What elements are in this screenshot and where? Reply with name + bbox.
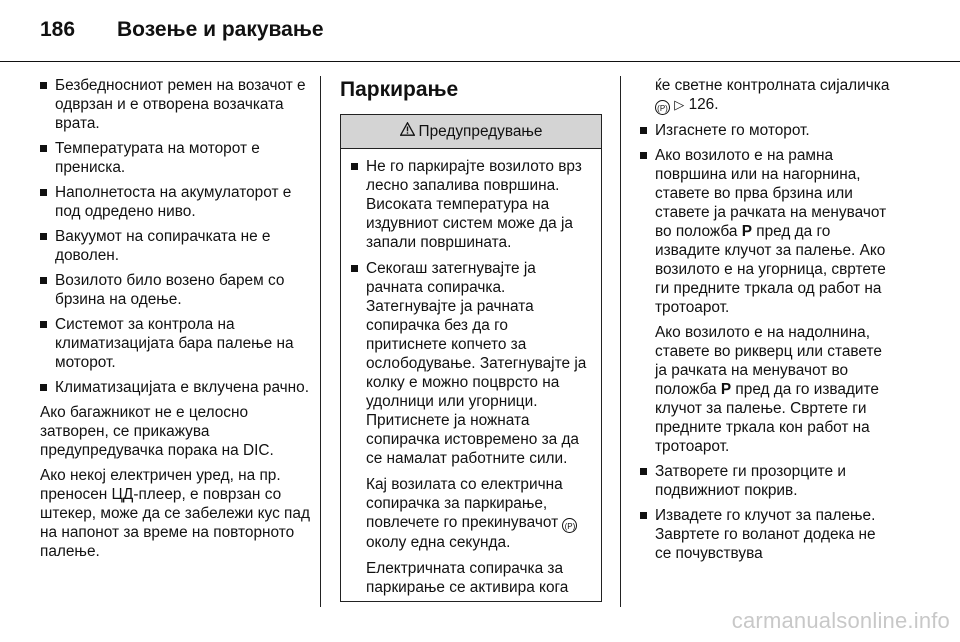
column-left (40, 76, 310, 567)
list-item: Возилото било возено барем со брзина на одење. (40, 271, 310, 309)
warning-triangle-icon (400, 122, 415, 141)
list-item-lead: Секогаш затегнувајте ја рачната сопирачка. (366, 260, 536, 296)
paragraph-electric-brake: Кај возилата со електрична сопирачка за паркирање, повлечете го прекинувачот (P) околу една секунда. (366, 475, 591, 552)
page-number: 186 (40, 18, 76, 41)
list-item: Системот за контрола на климатизацијата бара палење на моторот. (40, 315, 310, 372)
header-divider (0, 61, 960, 62)
list-item: Вакуумот на сопирачката не е доволен. (40, 227, 310, 265)
column-divider (320, 76, 321, 607)
list-item: Извадете го клучот за палење. Завртете го воланот додека не се почувствува (640, 506, 893, 563)
list-item: Климатизацијата е вклучена рачно. (40, 378, 310, 397)
list-item-rest: Затегнувајте ја рачната сопирачка без да го притиснете копчето за ослободување. Затегнувајте ја колку е можно поцврсто на удолници или угорници. Притиснете ја ножната сопирачка истовремено за да се намалат работните сили. (366, 298, 587, 467)
paragraph-voltage-drop: Ако некој електричен уред, на пр. преносен ЦД-плеер, е поврзан со штекер, може да се забележи кус пад на напонот за време на повторното палење. (40, 467, 310, 560)
list-item: Наполнетоста на акумулаторот е под одредено ниво. (40, 183, 310, 221)
condition-list (40, 76, 310, 397)
parking-brake-icon: (P) (655, 100, 670, 115)
list-item: Ако возилото е на рамна површина или на нагорнина, ставете во прва брзина или ставете ја рачката на менувачот во положба P пред да го извадите клучот за палење. Ако возилото е на угорница, свртете ги предните тркала од работ на тротоарот. (640, 146, 893, 317)
warning-body (341, 149, 601, 597)
list-item: Не го паркирајте возилото врз лесно запалива површина. Високата температура на издувниот систем може да ја запали површината. (351, 157, 591, 252)
column-middle (340, 76, 602, 602)
page-header (0, 0, 960, 62)
list-item: Температурата на моторот е прениска. (40, 139, 310, 177)
column-right (640, 76, 893, 569)
warning-box (340, 114, 602, 602)
list-item: Затворете ги прозорците и подвижниот покрив. (640, 462, 893, 500)
chapter-title: Возење и ракување (117, 18, 324, 41)
paragraph-electric-brake-activation: Електричната сопирачка за паркирање се активира кога (366, 560, 569, 596)
page-reference-triangle-icon: ▷ (674, 97, 685, 112)
list-item: Изгаснете го моторот. (640, 121, 893, 140)
list-item (351, 259, 591, 468)
watermark: carmanualsonline.info (731, 608, 950, 633)
parking-brake-icon: (P) (562, 518, 577, 533)
warning-title: Предупредување (418, 123, 543, 140)
paragraph-trunk-warning: Ако багажникот не е целосно затворен, се прикажува предупредувачка порака на DIC. (40, 404, 274, 459)
list-item: Безбедносниот ремен на возачот е одврзан и е отворена возачката врата. (40, 76, 310, 133)
column-divider (620, 76, 621, 607)
section-title: Паркирање (340, 78, 459, 101)
warning-header (341, 115, 601, 149)
paragraph-downhill: Ако возилото е на надолнина, ставете во рикверц или ставете ја рачката на менувачот во положба P пред да го извадите клучот за палење. Свртете ги предните тркала кон работ на тротоарот. (655, 324, 882, 455)
continuation-text: ќе светне контролната сијаличка (P) ▷ 126. (655, 77, 890, 113)
